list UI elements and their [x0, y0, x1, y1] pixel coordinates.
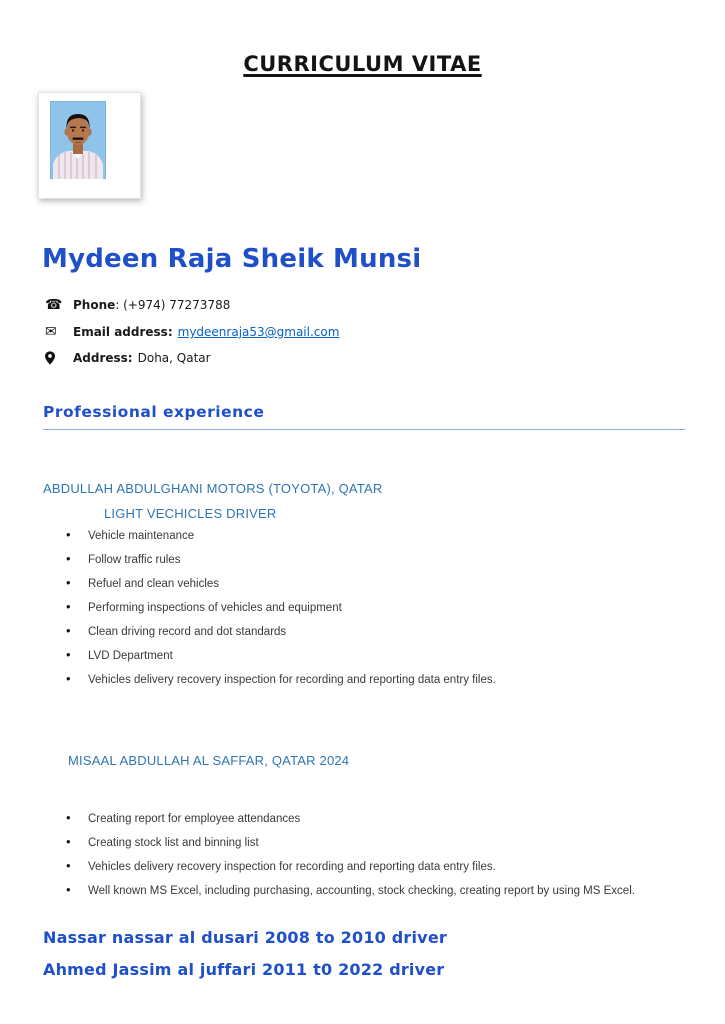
- email-label: Email address:: [73, 325, 173, 339]
- bullet-item: • Performing inspections of vehicles and equipment: [65, 601, 685, 615]
- section-divider: [43, 429, 685, 430]
- address-label: Address:: [73, 351, 133, 365]
- bullet-item: • Creating stock list and binning list: [65, 836, 685, 850]
- phone-icon: ☎: [45, 297, 63, 313]
- address-value: Doha, Qatar: [137, 351, 211, 365]
- job2-bullet-list: [65, 812, 685, 908]
- email-icon: ✉: [45, 324, 57, 340]
- email-link[interactable]: mydeenraja53@gmail.com: [177, 325, 340, 339]
- bullet-item: • Well known MS Excel, including purchasing, accounting, stock checking, creating report by using MS Excel.: [65, 884, 685, 898]
- phone-label: Phone: [73, 298, 116, 312]
- experience-section-heading: Professional experience: [43, 403, 265, 421]
- email-row: [45, 324, 339, 340]
- bullet-item: • Vehicles delivery recovery inspection for recording and reporting data entry files.: [65, 860, 685, 874]
- bullet-item: • Follow traffic rules: [65, 553, 685, 567]
- bullet-item: • Clean driving record and dot standards: [65, 625, 685, 639]
- other-job-2: Ahmed Jassim al juffari 2011 t0 2022 driver: [43, 960, 445, 979]
- job1-company: ABDULLAH ABDULGHANI MOTORS (TOYOTA), QATAR: [43, 481, 383, 496]
- job1-bullet-list: [65, 529, 685, 697]
- bullet-item: • Creating report for employee attendances: [65, 812, 685, 826]
- bullet-item: • Vehicles delivery recovery inspection for recording and reporting data entry files.: [65, 673, 685, 687]
- bullet-item: • Vehicle maintenance: [65, 529, 685, 543]
- profile-photo: [50, 101, 106, 179]
- job1-role: LIGHT VECHICLES DRIVER: [104, 506, 277, 521]
- candidate-name: Mydeen Raja Sheik Munsi: [42, 244, 422, 274]
- location-pin-icon: [45, 351, 73, 365]
- document-title: CURRICULUM VITAE: [243, 52, 482, 76]
- address-row: [45, 351, 211, 365]
- bullet-item: • LVD Department: [65, 649, 685, 663]
- job2-company: MISAAL ABDULLAH AL SAFFAR, QATAR 2024: [68, 753, 350, 768]
- profile-photo-frame: [38, 92, 141, 199]
- other-job-1: Nassar nassar al dusari 2008 to 2010 driver: [43, 928, 447, 947]
- bullet-item: • Refuel and clean vehicles: [65, 577, 685, 591]
- phone-value: : (+974) 77273788: [115, 298, 231, 312]
- phone-row: [45, 297, 230, 313]
